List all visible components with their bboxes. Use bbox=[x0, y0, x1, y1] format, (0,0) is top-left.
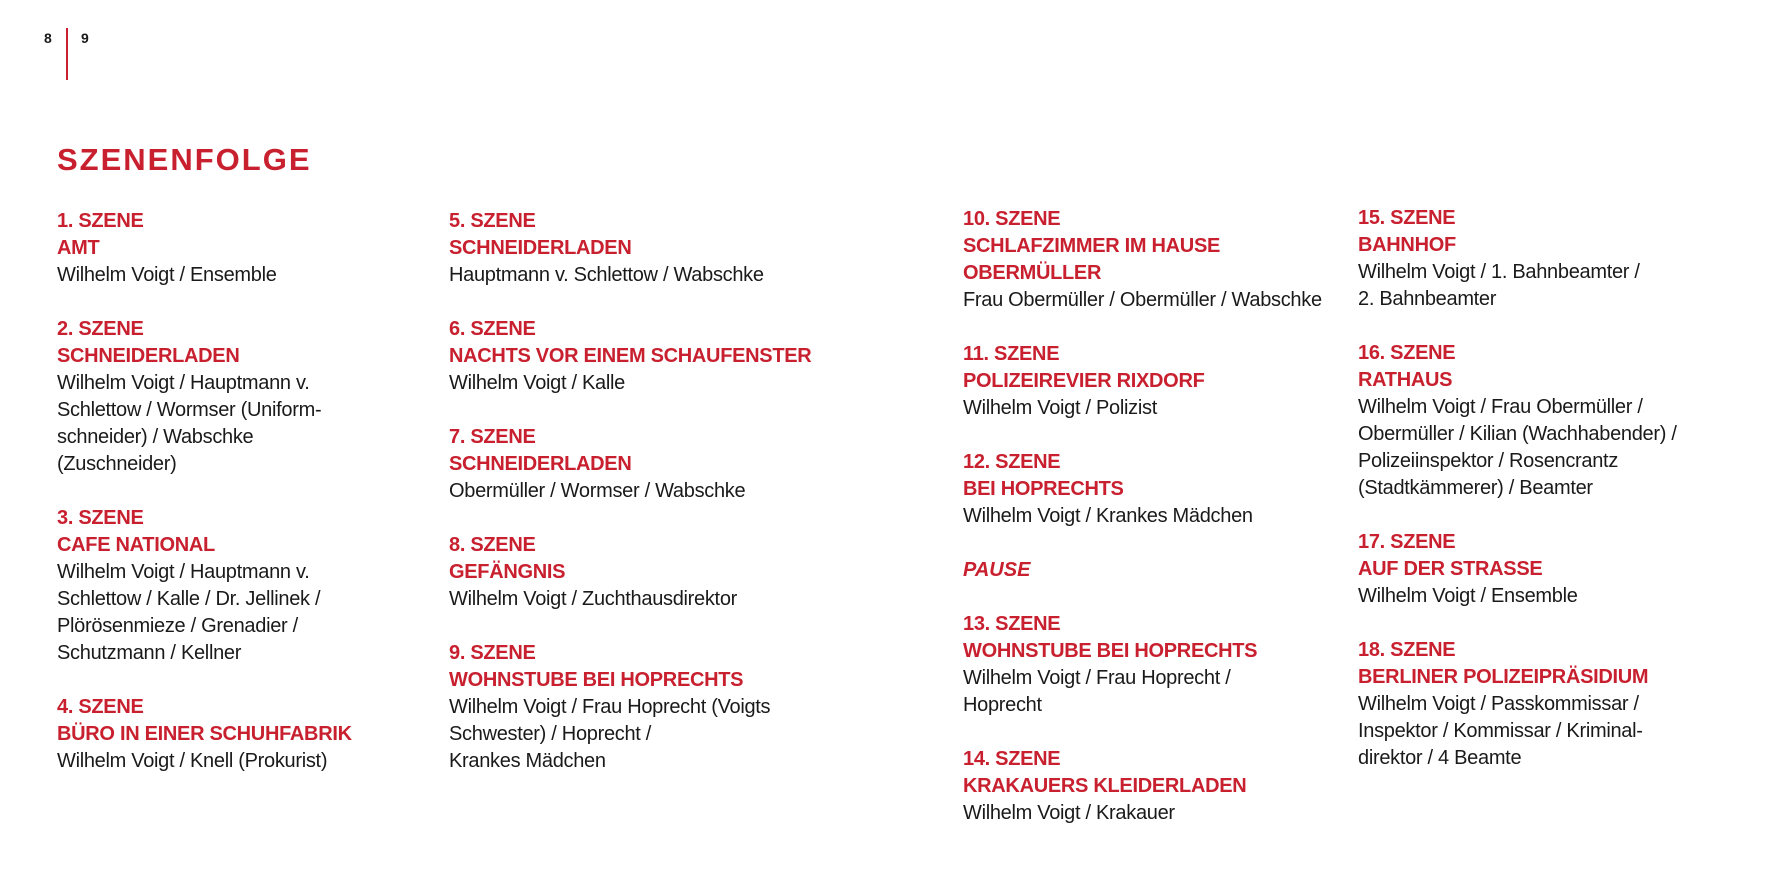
scene-location: KRAKAUERS KLEIDERLADEN bbox=[963, 775, 1247, 797]
scene-number: 17. SZENE bbox=[1358, 531, 1456, 553]
scene-18 bbox=[1358, 637, 1758, 772]
scene-number: 14. SZENE bbox=[963, 748, 1061, 770]
scene-location: BAHNHOF bbox=[1358, 234, 1456, 256]
scene-cast: Wilhelm Voigt / Hauptmann v. Schlettow / Wormser (Uniform- schneider) / Wabschke (Zuschneider) bbox=[57, 372, 322, 475]
scene-number: 6. SZENE bbox=[449, 318, 536, 340]
scene-cast: Obermüller / Wormser / Wabschke bbox=[449, 480, 746, 502]
scene-location: AUF DER STRASSE bbox=[1358, 558, 1543, 580]
scene-location: CAFE NATIONAL bbox=[57, 534, 215, 556]
scene-cast: Hauptmann v. Schlettow / Wabschke bbox=[449, 264, 764, 286]
page-numbers bbox=[0, 28, 120, 84]
scene-cast: Frau Obermüller / Obermüller / Wabschke bbox=[963, 289, 1322, 311]
scene-location: SCHNEIDERLADEN bbox=[449, 453, 632, 475]
scene-location: GEFÄNGNIS bbox=[449, 561, 566, 583]
scene-3 bbox=[57, 505, 427, 667]
scene-5 bbox=[449, 208, 909, 289]
scene-cast: Wilhelm Voigt / Krakauer bbox=[963, 802, 1175, 824]
scene-15 bbox=[1358, 205, 1758, 313]
scene-location: BEI HOPRECHTS bbox=[963, 478, 1124, 500]
scene-number: 2. SZENE bbox=[57, 318, 144, 340]
scene-column-1 bbox=[57, 208, 427, 802]
scene-number: 8. SZENE bbox=[449, 534, 536, 556]
scene-13 bbox=[963, 611, 1358, 719]
scene-number: 15. SZENE bbox=[1358, 207, 1456, 229]
scene-number: 3. SZENE bbox=[57, 507, 144, 529]
scene-9 bbox=[449, 640, 909, 775]
scene-number: 13. SZENE bbox=[963, 613, 1061, 635]
scene-cast: Wilhelm Voigt / Polizist bbox=[963, 397, 1157, 419]
scene-2 bbox=[57, 316, 427, 478]
scene-location: POLIZEIREVIER RIXDORF bbox=[963, 370, 1205, 392]
scene-number: 16. SZENE bbox=[1358, 342, 1456, 364]
scene-location: SCHNEIDERLADEN bbox=[57, 345, 240, 367]
scene-location: NACHTS VOR EINEM SCHAUFENSTER bbox=[449, 345, 812, 367]
scene-12 bbox=[963, 449, 1358, 530]
scene-location: AMT bbox=[57, 237, 100, 259]
scene-number: 4. SZENE bbox=[57, 696, 144, 718]
scene-cast: Wilhelm Voigt / Passkommissar / Inspektor / Kommissar / Kriminal- direktor / 4 Beamte bbox=[1358, 693, 1643, 769]
scene-number: 9. SZENE bbox=[449, 642, 536, 664]
scene-number: 18. SZENE bbox=[1358, 639, 1456, 661]
scene-number: 1. SZENE bbox=[57, 210, 144, 232]
scene-cast: Wilhelm Voigt / Frau Hoprecht / Hoprecht bbox=[963, 667, 1231, 716]
scene-1 bbox=[57, 208, 427, 289]
scene-cast: Wilhelm Voigt / Ensemble bbox=[1358, 585, 1578, 607]
scene-10 bbox=[963, 206, 1358, 314]
scene-number: 12. SZENE bbox=[963, 451, 1061, 473]
scene-location: BÜRO IN EINER SCHUHFABRIK bbox=[57, 723, 352, 745]
page-number-divider bbox=[66, 28, 68, 80]
scene-17 bbox=[1358, 529, 1758, 610]
scene-number: 10. SZENE bbox=[963, 208, 1061, 230]
scene-location: WOHNSTUBE BEI HOPRECHTS bbox=[449, 669, 744, 691]
scene-8 bbox=[449, 532, 909, 613]
scene-cast: Wilhelm Voigt / Krankes Mädchen bbox=[963, 505, 1253, 527]
scene-cast: Wilhelm Voigt / Kalle bbox=[449, 372, 625, 394]
scene-number: 11. SZENE bbox=[963, 343, 1060, 365]
scene-location: BERLINER POLIZEIPRÄSIDIUM bbox=[1358, 666, 1649, 688]
intermission-label: PAUSE bbox=[963, 559, 1031, 581]
scene-11 bbox=[963, 341, 1358, 422]
scene-cast: Wilhelm Voigt / Frau Hoprecht (Voigts Schwester) / Hoprecht / Krankes Mädchen bbox=[449, 696, 771, 772]
scene-number: 5. SZENE bbox=[449, 210, 536, 232]
scene-4 bbox=[57, 694, 427, 775]
scene-cast: Wilhelm Voigt / Ensemble bbox=[57, 264, 277, 286]
scene-6 bbox=[449, 316, 909, 397]
scene-column-4 bbox=[1358, 205, 1758, 799]
page-number-right: 9 bbox=[81, 30, 89, 46]
scene-column-2 bbox=[449, 208, 909, 802]
scene-cast: Wilhelm Voigt / Frau Obermüller / Obermüller / Kilian (Wachhabender) / Polizeiinspektor / Rosencrantz (Stadtkämmerer) / Beamter bbox=[1358, 396, 1677, 499]
scene-16 bbox=[1358, 340, 1758, 502]
scene-column-3 bbox=[963, 206, 1358, 854]
page-number-left: 8 bbox=[44, 30, 52, 46]
scene-location: WOHNSTUBE BEI HOPRECHTS bbox=[963, 640, 1258, 662]
scene-cast: Wilhelm Voigt / Hauptmann v. Schlettow / Kalle / Dr. Jellinek / Plörösenmieze / Grenadier / Schutzmann / Kellner bbox=[57, 561, 321, 664]
scene-number: 7. SZENE bbox=[449, 426, 536, 448]
scene-14 bbox=[963, 746, 1358, 827]
scene-location: RATHAUS bbox=[1358, 369, 1453, 391]
scene-7 bbox=[449, 424, 909, 505]
scene-location: SCHNEIDERLADEN bbox=[449, 237, 632, 259]
scene-cast: Wilhelm Voigt / Knell (Prokurist) bbox=[57, 750, 328, 772]
scene-cast: Wilhelm Voigt / 1. Bahnbeamter / 2. Bahnbeamter bbox=[1358, 261, 1640, 310]
scene-cast: Wilhelm Voigt / Zuchthausdirektor bbox=[449, 588, 738, 610]
page-title: SZENENFOLGE bbox=[57, 142, 312, 177]
scene-location: SCHLAFZIMMER IM HAUSE OBERMÜLLER bbox=[963, 235, 1221, 284]
